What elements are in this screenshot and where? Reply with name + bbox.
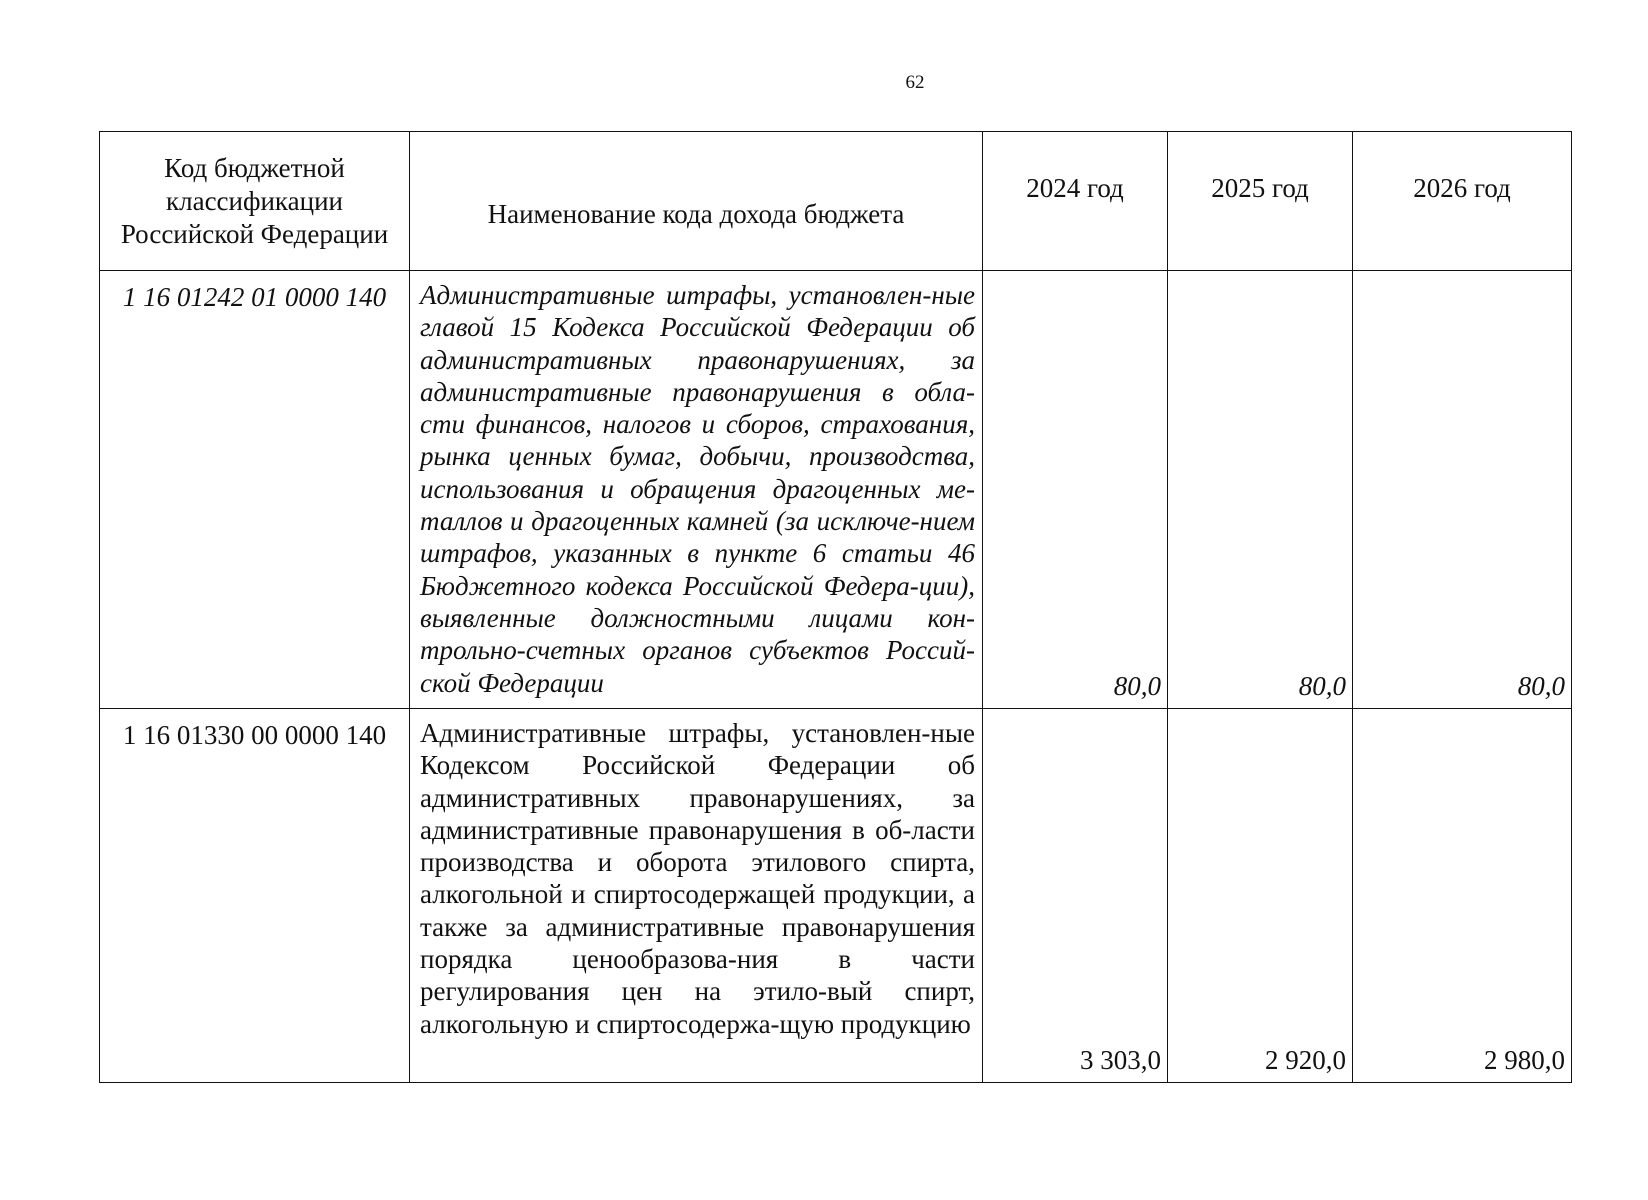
row-value-2024: 3 303,0: [983, 709, 1168, 1083]
table-header-row: [100, 132, 1572, 271]
header-name: Наименование кода дохода бюджета: [410, 132, 983, 271]
header-year-2024: 2024 год: [983, 132, 1168, 271]
row-code: 1 16 01242 01 0000 140: [100, 271, 410, 709]
row-value-2024: 80,0: [983, 271, 1168, 709]
table-row: [100, 271, 1572, 709]
row-value-2025: 80,0: [1168, 271, 1353, 709]
page-number: 62: [905, 72, 925, 93]
table-row: [100, 709, 1572, 1083]
header-year-2026: 2026 год: [1353, 132, 1572, 271]
header-code: Код бюджетной классификации Российской Федерации: [100, 132, 410, 271]
row-value-2026: 2 980,0: [1353, 709, 1572, 1083]
row-name: Административные штрафы, установлен-ные главой 15 Кодекса Российской Федерации об административных правонарушениях, за административные правонарушения в обла-сти финансов, налогов и сборов, страхования, рынка ценных бумаг, добычи, производства, использования и обращения драгоценных ме-таллов и драгоценных камней (за исключе-нием штрафов, указанных в пункте 6 статьи 46 Бюджетного кодекса Российской Федера-ции), выявленные должностными лицами кон-трольно-счетных органов субъектов Россий-ской Федерации: [410, 271, 983, 709]
row-name: Административные штрафы, установлен-ные Кодексом Российской Федерации об административных правонарушениях, за административные правонарушения в об-ласти производства и оборота этилового спирта, алкогольной и спиртосодержащей продукции, а также за административные правонарушения порядка ценообразова-ния в части регулирования цен на этило-вый спирт, алкогольную и спиртосодержа-щую продукцию: [410, 709, 983, 1083]
row-value-2025: 2 920,0: [1168, 709, 1353, 1083]
row-value-2026: 80,0: [1353, 271, 1572, 709]
budget-revenue-table: [99, 131, 1572, 1083]
row-code: 1 16 01330 00 0000 140: [100, 709, 410, 1083]
header-year-2025: 2025 год: [1168, 132, 1353, 271]
